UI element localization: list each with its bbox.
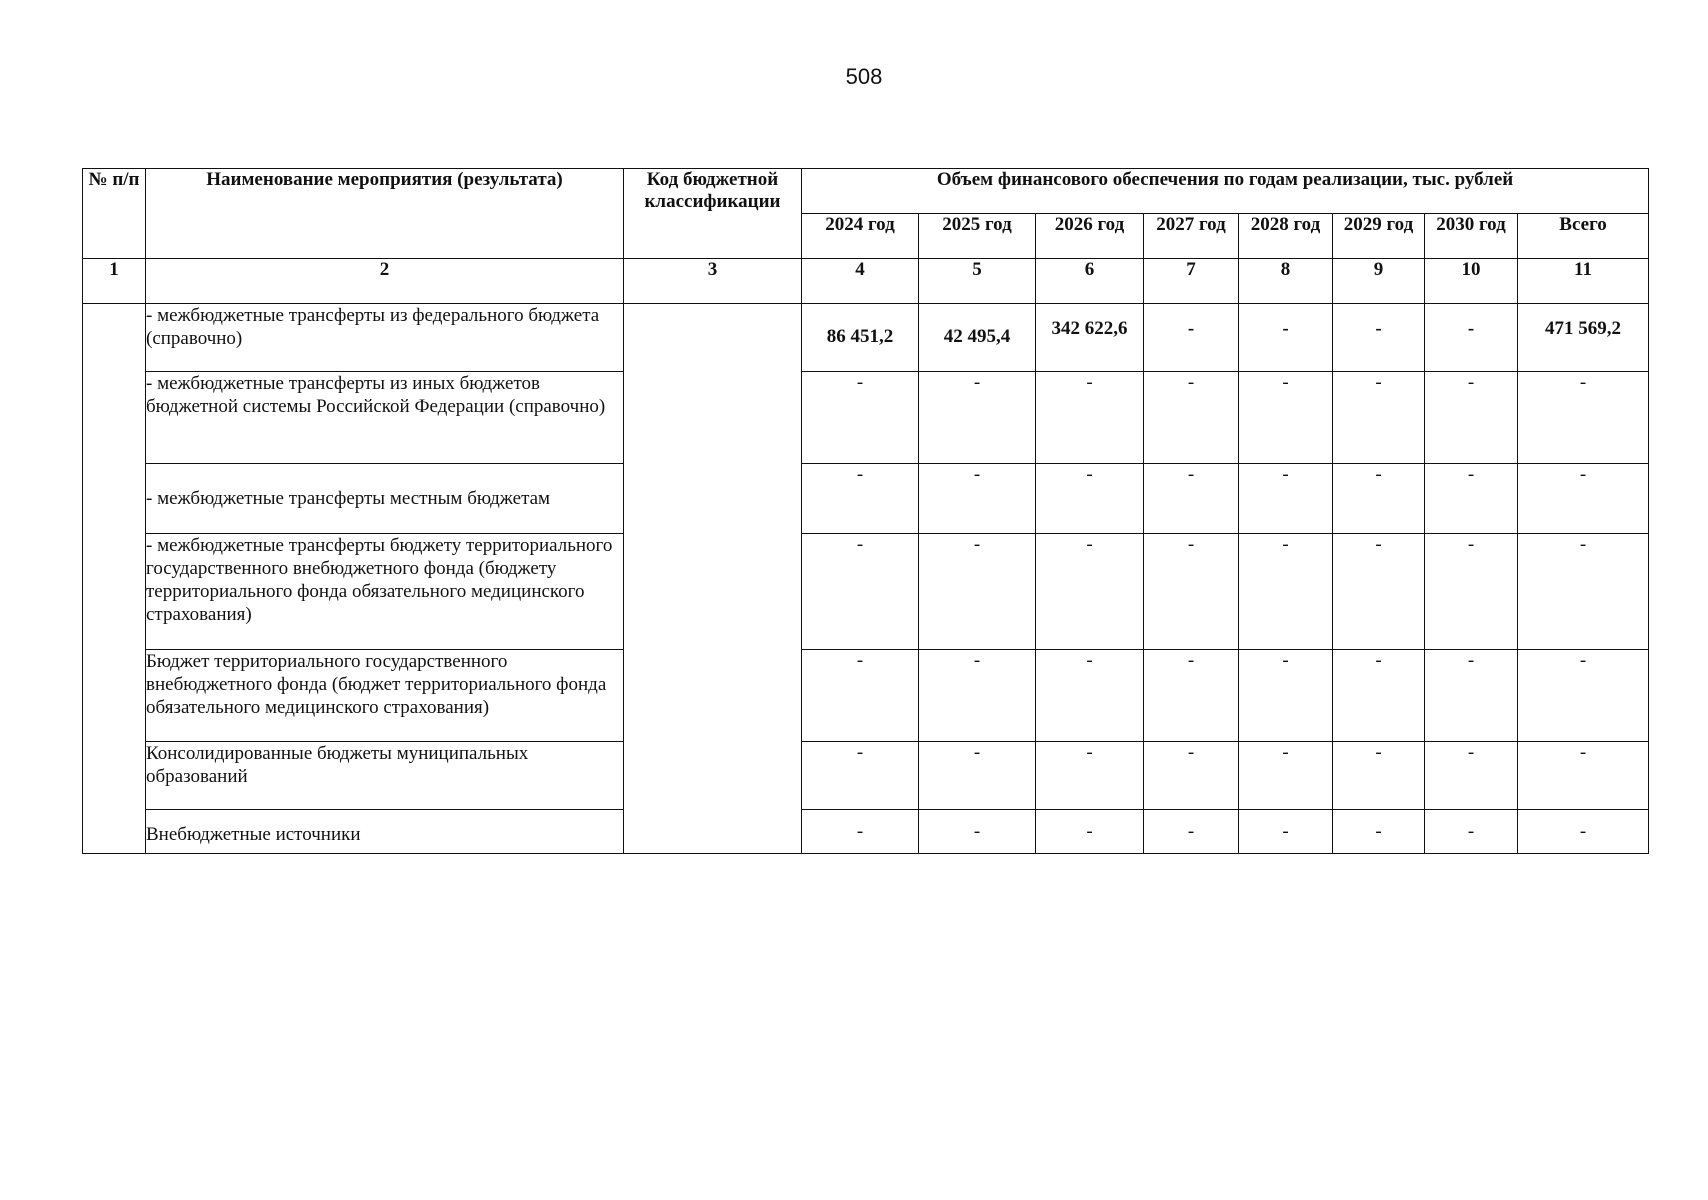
value-cell: - bbox=[1036, 464, 1144, 534]
value-cell: - bbox=[802, 742, 919, 810]
value-cell: - bbox=[919, 464, 1036, 534]
header-number: № п/п bbox=[83, 169, 146, 259]
column-number: 11 bbox=[1518, 259, 1649, 304]
value-cell: - bbox=[1144, 534, 1239, 650]
header-volume: Объем финансового обеспечения по годам реализации, тыс. рублей bbox=[802, 169, 1649, 214]
value-cell: - bbox=[1239, 810, 1333, 854]
value-cell: - bbox=[1518, 534, 1649, 650]
header-year-2028: 2028 год bbox=[1239, 214, 1333, 259]
value-cell: - bbox=[1518, 464, 1649, 534]
value-cell: - bbox=[1239, 742, 1333, 810]
column-number: 6 bbox=[1036, 259, 1144, 304]
row-name: - межбюджетные трансферты местным бюджетам bbox=[146, 464, 624, 534]
value-cell: - bbox=[1036, 372, 1144, 464]
column-number: 4 bbox=[802, 259, 919, 304]
value-cell: - bbox=[1333, 304, 1425, 372]
value-cell: - bbox=[1425, 304, 1518, 372]
value-cell: - bbox=[802, 372, 919, 464]
value-cell: 42 495,4 bbox=[919, 304, 1036, 372]
value-cell: - bbox=[1144, 304, 1239, 372]
value-cell: - bbox=[919, 650, 1036, 742]
value-cell: - bbox=[802, 650, 919, 742]
value-cell: - bbox=[1518, 742, 1649, 810]
value-cell: - bbox=[1333, 534, 1425, 650]
value-cell: 342 622,6 bbox=[1036, 304, 1144, 372]
value-cell: - bbox=[802, 534, 919, 650]
value-cell: - bbox=[802, 464, 919, 534]
value-cell: - bbox=[1239, 372, 1333, 464]
value-cell: 471 569,2 bbox=[1518, 304, 1649, 372]
table-row bbox=[83, 464, 1649, 534]
table-row bbox=[83, 742, 1649, 810]
header-year-2025: 2025 год bbox=[919, 214, 1036, 259]
value-cell: - bbox=[1333, 372, 1425, 464]
value-cell: - bbox=[1425, 534, 1518, 650]
value-cell: - bbox=[1333, 464, 1425, 534]
value-cell: - bbox=[1518, 372, 1649, 464]
value-cell: - bbox=[1036, 742, 1144, 810]
column-number: 10 bbox=[1425, 259, 1518, 304]
value-cell: - bbox=[1333, 810, 1425, 854]
value-cell: - bbox=[1239, 534, 1333, 650]
code-cell bbox=[624, 304, 802, 854]
column-number: 5 bbox=[919, 259, 1036, 304]
value-cell: - bbox=[1239, 464, 1333, 534]
header-name: Наименование мероприятия (результата) bbox=[146, 169, 624, 259]
value-cell: - bbox=[919, 534, 1036, 650]
value-cell: - bbox=[1518, 650, 1649, 742]
header-year-2027: 2027 год bbox=[1144, 214, 1239, 259]
column-number: 7 bbox=[1144, 259, 1239, 304]
page-number: 508 bbox=[845, 64, 883, 89]
value-cell: - bbox=[1425, 464, 1518, 534]
row-name: Внебюджетные источники bbox=[146, 810, 624, 854]
value-cell: - bbox=[1036, 650, 1144, 742]
row-name: - межбюджетные трансферты бюджету территориального государственного внебюджетного фонда (бюджету территориального фонда обязательного медицинского страхования) bbox=[146, 534, 624, 650]
value-cell: - bbox=[1239, 650, 1333, 742]
column-number: 1 bbox=[83, 259, 146, 304]
table-row bbox=[83, 650, 1649, 742]
value-cell: - bbox=[1425, 742, 1518, 810]
row-name: Бюджет территориального государственного внебюджетного фонда (бюджет территориального фонда обязательного медицинского страхования) bbox=[146, 650, 624, 742]
value-cell: - bbox=[1144, 650, 1239, 742]
value-cell: - bbox=[1239, 304, 1333, 372]
row-name: - межбюджетные трансферты из федерального бюджета (справочно) bbox=[146, 304, 624, 372]
value-cell: - bbox=[1036, 534, 1144, 650]
column-number: 8 bbox=[1239, 259, 1333, 304]
header-total: Всего bbox=[1518, 214, 1649, 259]
value-cell: - bbox=[1425, 372, 1518, 464]
value-cell: - bbox=[919, 810, 1036, 854]
column-number: 2 bbox=[146, 259, 624, 304]
table-row bbox=[83, 304, 1649, 372]
value-cell: - bbox=[1518, 810, 1649, 854]
header-year-2026: 2026 год bbox=[1036, 214, 1144, 259]
header-year-2029: 2029 год bbox=[1333, 214, 1425, 259]
value-cell: - bbox=[1425, 810, 1518, 854]
value-cell: - bbox=[1425, 650, 1518, 742]
value-cell: - bbox=[919, 372, 1036, 464]
table-row bbox=[83, 534, 1649, 650]
value-cell: - bbox=[1036, 810, 1144, 854]
header-year-2024: 2024 год bbox=[802, 214, 919, 259]
number-cell bbox=[83, 304, 146, 854]
header-code: Код бюджетной классификации bbox=[624, 169, 802, 259]
value-cell: - bbox=[1333, 650, 1425, 742]
row-name: Консолидированные бюджеты муниципальных образований bbox=[146, 742, 624, 810]
value-cell: - bbox=[1144, 372, 1239, 464]
value-cell: - bbox=[1333, 742, 1425, 810]
column-number: 9 bbox=[1333, 259, 1425, 304]
table-row bbox=[83, 810, 1649, 854]
value-cell: - bbox=[802, 810, 919, 854]
column-number: 3 bbox=[624, 259, 802, 304]
row-name: - межбюджетные трансферты из иных бюджетов бюджетной системы Российской Федерации (справочно) bbox=[146, 372, 624, 464]
column-number-row bbox=[83, 259, 1649, 304]
value-cell: - bbox=[1144, 464, 1239, 534]
header-year-2030: 2030 год bbox=[1425, 214, 1518, 259]
value-cell: - bbox=[919, 742, 1036, 810]
value-cell: 86 451,2 bbox=[802, 304, 919, 372]
value-cell: - bbox=[1144, 742, 1239, 810]
financing-table bbox=[82, 168, 1649, 854]
value-cell: - bbox=[1144, 810, 1239, 854]
table-row bbox=[83, 372, 1649, 464]
